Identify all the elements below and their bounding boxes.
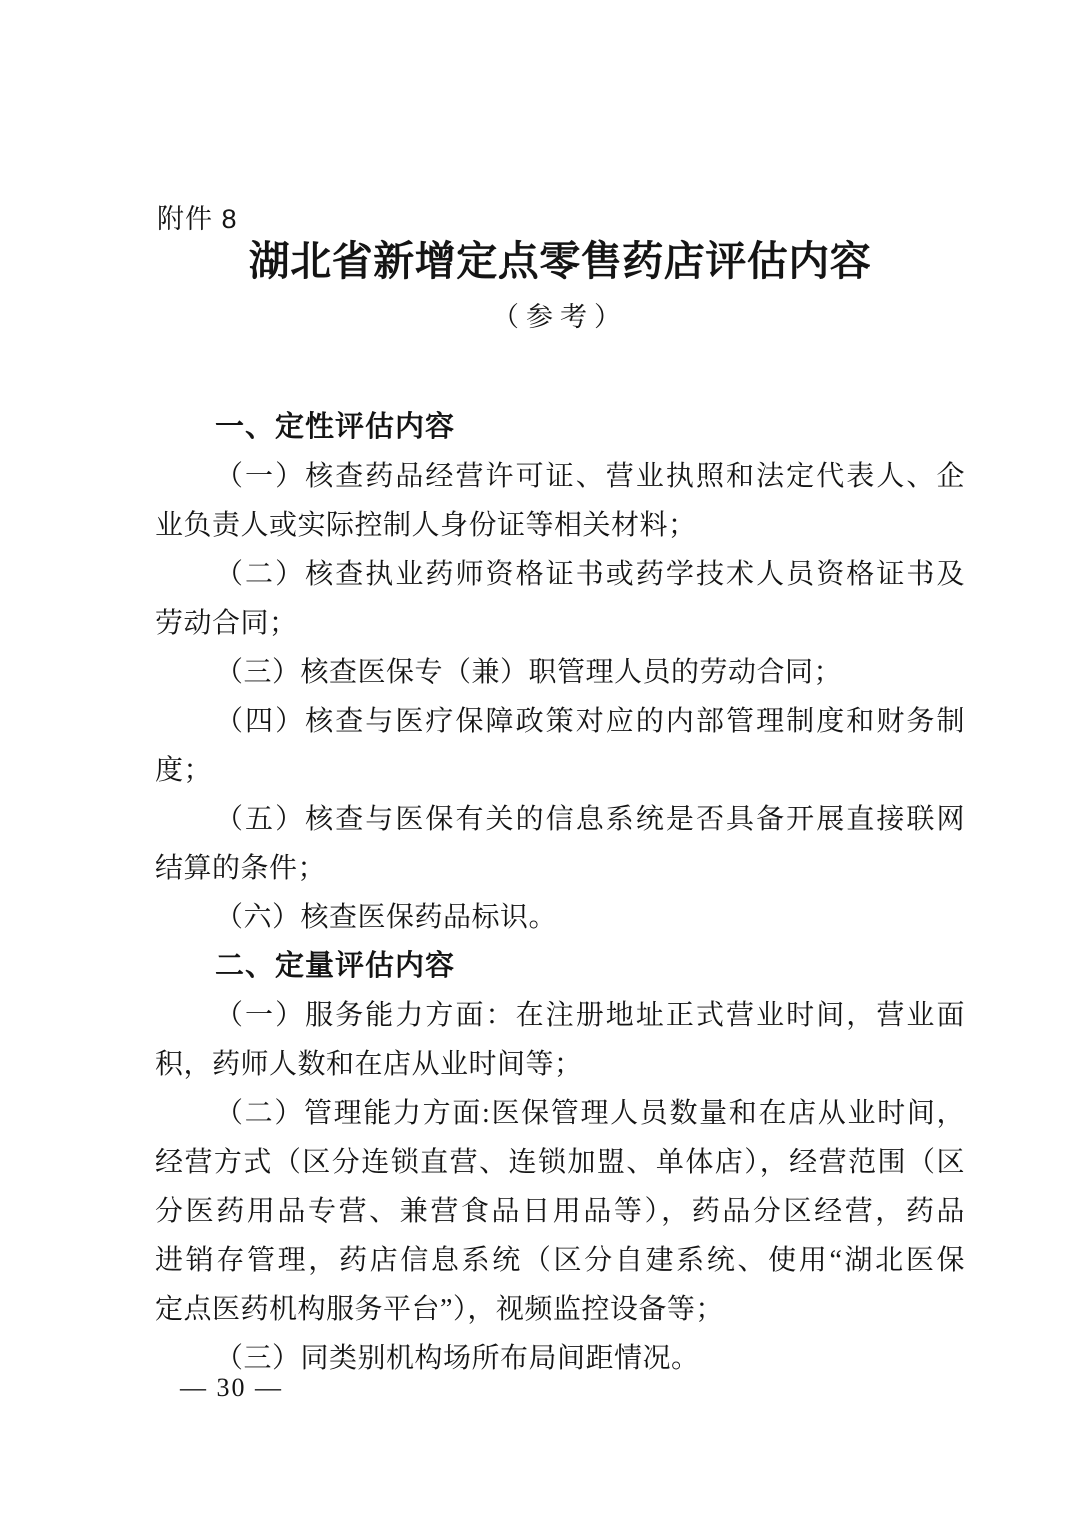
body-line: （三）同类别机构场所布局间距情况。 <box>215 1343 700 1374</box>
body-line: 进销存管理，药店信息系统（区分自建系统、使用“湖北医保 <box>155 1245 965 1276</box>
body-line: （二）管理能力方面:医保管理人员数量和在店从业时间， <box>215 1098 965 1129</box>
document-body <box>155 403 965 1383</box>
body-line: 结算的条件； <box>155 853 327 884</box>
page-title: 湖北省新增定点零售药店评估内容 <box>248 238 872 284</box>
attachment-label: 附件 8 <box>157 204 238 234</box>
page-number: — 30 — <box>180 1373 283 1402</box>
body-line: （三）核查医保专（兼）职管理人员的劳动合同； <box>215 657 843 688</box>
body-line: （二）核查执业药师资格证书或药学技术人员资格证书及 <box>215 559 965 590</box>
body-line: （一）核查药品经营许可证、营业执照和法定代表人、企 <box>215 461 965 492</box>
body-line: 积，药师人数和在店从业时间等； <box>155 1049 583 1080</box>
section-heading: 一、定性评估内容 <box>215 411 456 443</box>
body-line: 度； <box>155 755 213 786</box>
document-subtitle: （参考） <box>492 302 628 332</box>
body-line: （一）服务能力方面：在注册地址正式营业时间，营业面 <box>215 1000 965 1031</box>
body-line: 劳动合同； <box>155 608 298 639</box>
body-line: （四）核查与医疗保障政策对应的内部管理制度和财务制 <box>215 706 965 737</box>
body-line: （六）核查医保药品标识。 <box>215 902 558 933</box>
body-line: 业负责人或实际控制人身份证等相关材料； <box>155 510 697 541</box>
body-line: （五）核查与医保有关的信息系统是否具备开展直接联网 <box>215 804 965 835</box>
body-line: 定点医药机构服务平台”），视频监控设备等； <box>155 1294 724 1325</box>
body-line: 经营方式（区分连锁直营、连锁加盟、单体店），经营范围（区 <box>155 1147 965 1178</box>
body-line: 分医药用品专营、兼营食品日用品等），药品分区经营，药品 <box>155 1196 965 1227</box>
section-heading: 二、定量评估内容 <box>215 950 456 982</box>
